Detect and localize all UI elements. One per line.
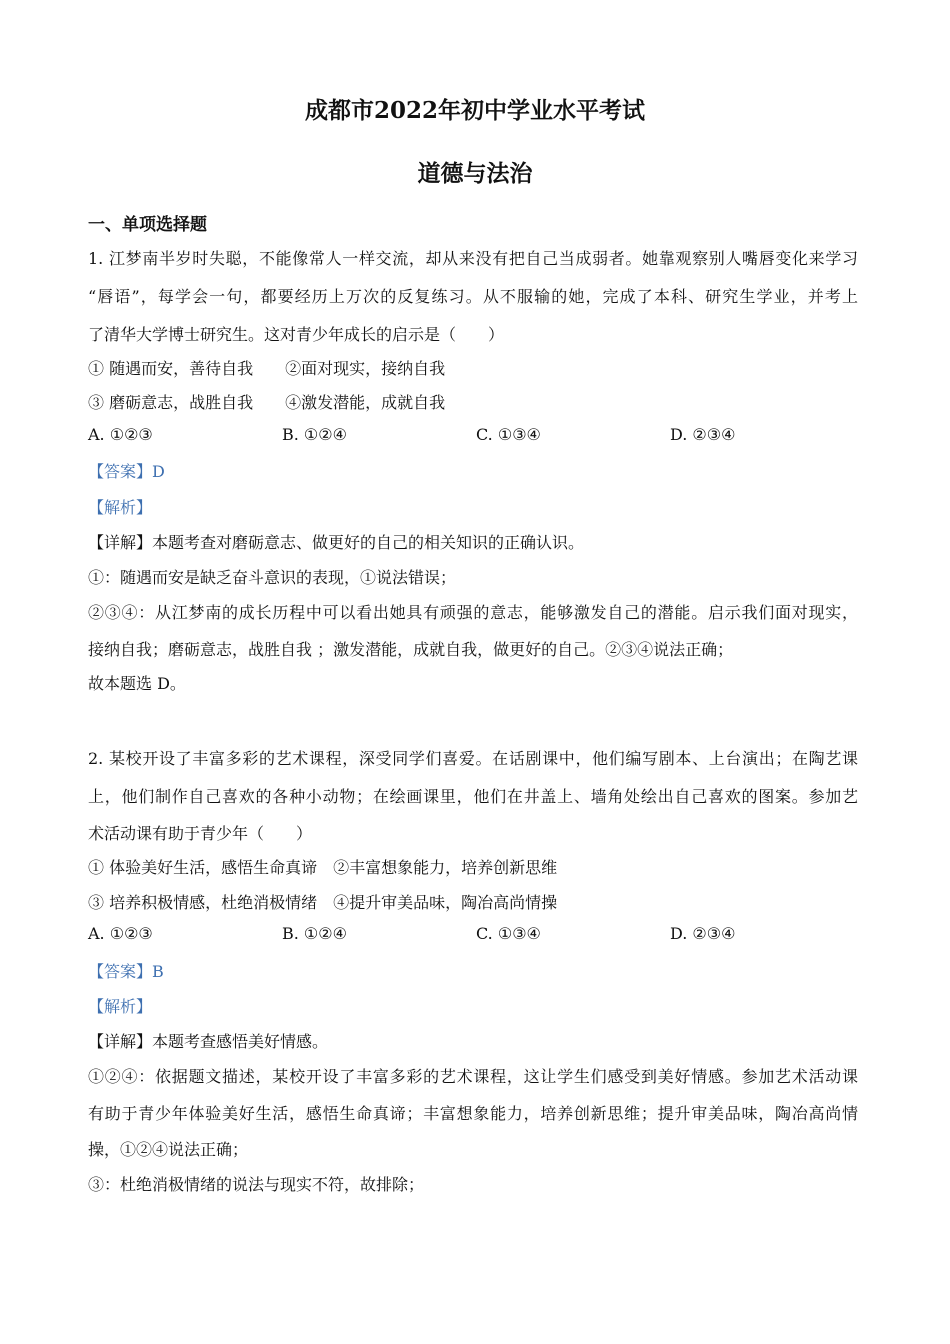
q1-stem-line: 1. 江梦南半岁时失聪，不能像常人一样交流，却从来没有把自己当成弱者。她靠观察别人嘴唇变化来学习: [88, 249, 858, 268]
q2-option-b: B. ①②④: [282, 924, 347, 943]
q1-stem-line: 了清华大学博士研究生。这对青少年成长的启示是（ ）: [88, 325, 505, 344]
exam-title: 成都市2022年初中学业水平考试: [304, 97, 645, 124]
q2-analysis-label: 【解析】: [88, 997, 153, 1016]
exam-subject: 道德与法治: [417, 160, 533, 187]
q1-option-d: D. ②③④: [670, 425, 736, 444]
q2-stem-line: 2. 某校开设了丰富多彩的艺术课程，深受同学们喜爱。在话剧课中，他们编写剧本、上台演出；在陶艺课: [88, 749, 858, 768]
q1-item-line: ③ 磨砺意志，战胜自我 ④激发潜能，成就自我: [88, 393, 446, 412]
q2-item-line: ① 体验美好生活，感悟生命真谛 ②丰富想象能力，培养创新思维: [88, 858, 558, 877]
q2-detail-line: 操，①②④说法正确；: [88, 1140, 249, 1159]
q2-stem-line: 术活动课有助于青少年（ ）: [88, 824, 313, 843]
q1-option-c: C. ①③④: [476, 425, 541, 444]
q2-detail-line: 有助于青少年体验美好生活，感悟生命真谛；丰富想象能力，培养创新思维；提升审美品味，陶冶高尚情: [88, 1104, 858, 1123]
q2-option-c: C. ①③④: [476, 924, 541, 943]
q1-item-line: ① 随遇而安，善待自我 ②面对现实，接纳自我: [88, 359, 446, 378]
q2-detail-line: ①②④：依据题文描述，某校开设了丰富多彩的艺术课程，这让学生们感受到美好情感。参加艺术活动课: [88, 1067, 858, 1086]
q1-detail-line: 【详解】本题考查对磨砺意志、做更好的自己的相关知识的正确认识。: [88, 533, 585, 552]
q1-answer: 【答案】D: [88, 462, 165, 481]
q1-detail-line: ①：随遇而安是缺乏奋斗意识的表现，①说法错误；: [88, 568, 457, 587]
q1-detail-line: ②③④：从江梦南的成长历程中可以看出她具有顽强的意志，能够激发自己的潜能。启示我们面对现实，: [88, 603, 858, 622]
q1-analysis-label: 【解析】: [88, 498, 153, 517]
q1-option-b: B. ①②④: [282, 425, 347, 444]
q1-detail-line: 接纳自我；磨砺意志，战胜自我 ；激发潜能，成就自我，做更好的自己。②③④说法正确；: [88, 640, 734, 659]
q2-item-line: ③ 培养积极情感，杜绝消极情绪 ④提升审美品味，陶冶高尚情操: [88, 893, 558, 912]
q1-detail-line: 故本题选 D。: [88, 674, 186, 693]
q2-detail-line: 【详解】本题考查感悟美好情感。: [88, 1032, 329, 1051]
q1-option-a: A. ①②③: [88, 425, 153, 444]
q2-detail-line: ③：杜绝消极情绪的说法与现实不符，故排除；: [88, 1175, 425, 1194]
q2-answer: 【答案】B: [88, 962, 164, 981]
q2-stem-line: 上，他们制作自己喜欢的各种小动物；在绘画课里，他们在井盖上、墙角处绘出自己喜欢的图案。参加艺: [88, 787, 858, 806]
q1-stem-line: “唇语”，每学会一句，都要经历上万次的反复练习。从不服输的她，完成了本科、研究生学业，并考上: [88, 287, 858, 306]
section-heading: 一、单项选择题: [88, 215, 207, 235]
q2-option-a: A. ①②③: [88, 924, 153, 943]
q2-option-d: D. ②③④: [670, 924, 736, 943]
